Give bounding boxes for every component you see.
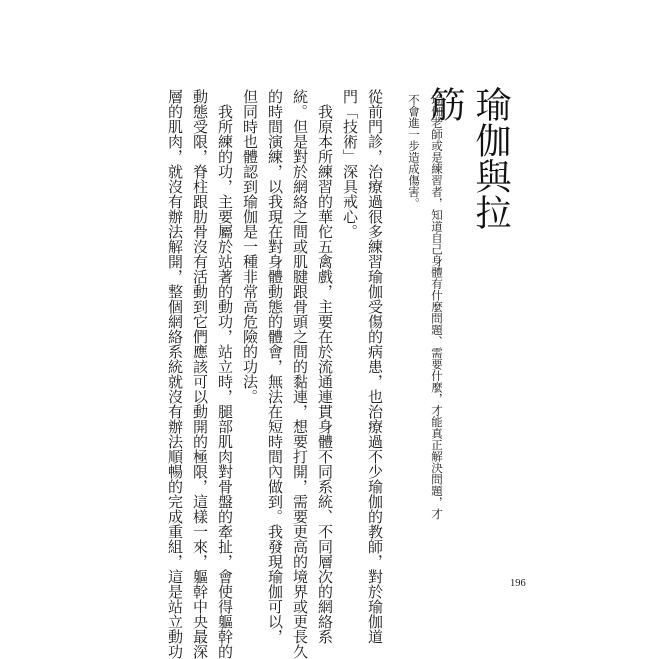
body-line-8: 動態受限，脊柱跟肋骨沒有活動到它們應該可以動開的極限，這樣一來，軀幹中央最深: [191, 89, 209, 659]
chapter-title: 瑜伽與拉筋: [424, 86, 511, 230]
body-line-4: 統。但是對於網絡之間或肌腱跟骨頭之間的黏連，想要打開，需要更高的境界或更長久: [291, 89, 309, 659]
body-line-9: 層的肌肉，就沒有辦法解開，整個網絡系統就沒有辦法順暢的完成重組，這是站立動功: [166, 89, 184, 659]
body-line-7: 我所練的功，主要屬於站著的動功，站立時，腿部肌肉對骨盤的牽扯，會使得軀幹的: [216, 104, 234, 659]
intro-line-2: 不會進一步造成傷害。: [407, 94, 421, 209]
body-line-2: 門「技術」深具戒心。: [341, 89, 359, 239]
body-line-6: 但同時也體認到瑜伽是一種非常高危險的功法。: [241, 89, 259, 404]
body-line-1: 從前門診，治療過很多練習瑜伽受傷的病患，也治療過不少瑜伽的教師，對於瑜伽道: [366, 89, 384, 644]
intro-line-1: 瑜伽老師或是練習者，知道自己身體有什麼問題、需要什麼，才能真正解決問題，才: [430, 94, 444, 520]
page-number: 196: [510, 578, 526, 589]
body-line-5: 的時間演練，以我現在對身體動態的體會，無法在短時間內做到。我發現瑜伽可以，: [266, 89, 284, 644]
body-line-3: 我原本所練習的華佗五禽戲，主要在於流通連貫身體不同系統、不同層次的網絡系: [316, 104, 334, 644]
